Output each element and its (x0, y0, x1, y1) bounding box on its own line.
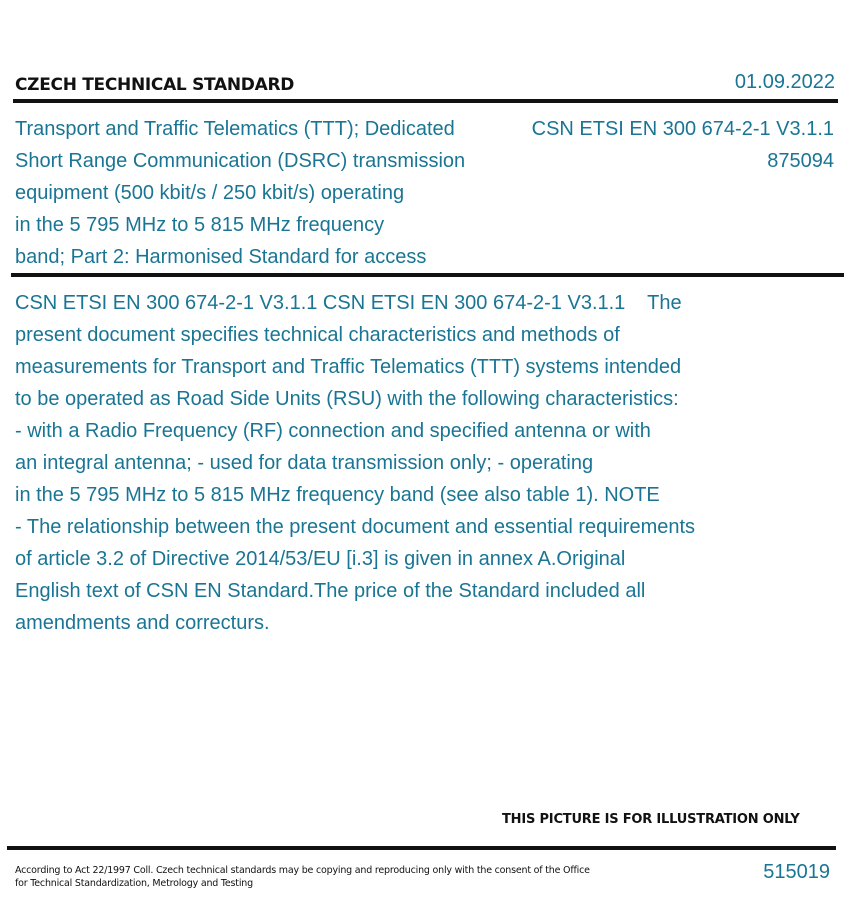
description-line: to be operated as Road Side Units (RSU) with the following characteristics: (15, 388, 679, 410)
publication-date: 01.09.2022 (734, 71, 835, 93)
illustration-disclaimer: THIS PICTURE IS FOR ILLUSTRATION ONLY (502, 812, 800, 827)
description-line: - with a Radio Frequency (RF) connection and specified antenna or with (15, 420, 651, 442)
document-type-heading: CZECH TECHNICAL STANDARD (15, 75, 295, 95)
document-number: 515019 (763, 861, 830, 883)
description-line: measurements for Transport and Traffic Telematics (TTT) systems intended (15, 356, 682, 378)
standard-title (15, 113, 505, 273)
legal-notice-line: According to Act 22/1997 Coll. Czech technical standards may be copying and reproducing only with the consent of the Office (15, 865, 590, 876)
standard-title-line: equipment (500 kbit/s / 250 kbit/s) operating (15, 182, 405, 204)
description-line: CSN ETSI EN 300 674-2-1 V3.1.1 CSN ETSI EN 300 674-2-1 V3.1.1 The (15, 292, 682, 314)
footer-divider (7, 846, 836, 850)
legal-notice-line: for Technical Standardization, Metrology and Testing (15, 878, 253, 889)
standard-description (15, 287, 760, 639)
description-line: in the 5 795 MHz to 5 815 MHz frequency band (see also table 1). NOTE (15, 484, 660, 506)
standard-title-line: Short Range Communication (DSRC) transmission (15, 150, 466, 172)
standard-identifiers (532, 113, 834, 177)
standard-code: CSN ETSI EN 300 674-2-1 V3.1.1 (531, 118, 834, 140)
description-line: an integral antenna; - used for data transmission only; - operating (15, 452, 594, 474)
title-divider (11, 273, 844, 277)
description-line: amendments and correcturs. (15, 612, 270, 634)
header-divider (13, 99, 838, 103)
legal-notice (15, 864, 590, 890)
description-line: of article 3.2 of Directive 2014/53/EU [i.3] is given in annex A.Original (15, 548, 626, 570)
description-line: English text of CSN EN Standard.The price of the Standard included all (15, 580, 646, 602)
catalog-number: 875094 (767, 150, 834, 172)
standard-title-line: band; Part 2: Harmonised Standard for access (15, 246, 427, 268)
standard-title-line: Transport and Traffic Telematics (TTT); Dedicated (15, 118, 455, 140)
standard-title-line: in the 5 795 MHz to 5 815 MHz frequency (15, 214, 385, 236)
description-line: present document specifies technical characteristics and methods of (15, 324, 620, 346)
description-line: - The relationship between the present document and essential requirements (15, 516, 696, 538)
